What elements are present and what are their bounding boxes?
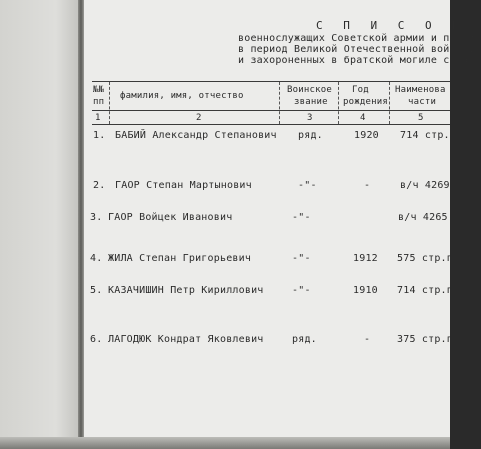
column-divider [338,82,339,124]
column-number: 2 [196,113,202,123]
header-num-line-1: №№ [93,85,105,95]
row-year: 1910 [353,285,378,296]
document-title: С П И С О К [316,19,466,32]
row-number: 1. [93,130,106,141]
subtitle-line-2: в период Великой Отечественной войны 19 [238,44,481,55]
column-number: 5 [418,113,424,123]
column-divider [109,82,110,124]
left-page-edge [0,0,80,449]
row-rank: ряд. [292,334,317,345]
row-number: 6. [90,334,103,345]
header-year-line-1: Год [352,85,369,95]
column-number-rule [92,124,450,125]
row-unit: в/ч 4265 [398,212,448,223]
row-rank: ряд. [298,130,323,141]
table-top-rule [92,81,450,82]
header-num-line-2: пп [93,97,105,107]
row-rank: -"- [292,285,311,296]
row-year: 1912 [353,253,378,264]
row-number: 4. [90,253,103,264]
row-rank: -"- [298,180,317,191]
row-year: 1920 [354,130,379,141]
header-name: фамилия, имя, отчество [120,91,244,101]
header-bottom-rule [92,110,450,111]
row-number: 2. [93,180,106,191]
row-name: ЖИЛА Степан Григорьевич [108,253,252,264]
row-rank: -"- [292,212,311,223]
header-unit-line-2: части [408,97,437,107]
page-bottom-edge [0,437,450,449]
row-unit: 375 стр.п [397,334,453,345]
row-name: КАЗАЧИШИН Петр Кириллович [108,285,264,296]
row-year: - [364,180,371,191]
column-number: 3 [307,113,313,123]
row-unit: в/ч 4269 [400,180,450,191]
row-year: - [364,334,371,345]
row-name: БАБИЙ Александр Степанович [115,130,277,141]
header-year-line-2: рождения [343,97,388,107]
row-name: ГАОР Степан Мартынович [115,180,252,191]
subtitle-line-3: и захороненных в братской могиле села [238,55,469,66]
row-unit: 714 стр.п [400,130,456,141]
column-number: 1 [95,113,101,123]
header-rank-line-1: Воинское [287,85,332,95]
column-divider [389,82,390,124]
header-rank-line-2: звание [294,97,328,107]
row-name: ГАОР Войцек Иванович [108,212,233,223]
row-name: ЛАГОДЮК Кондрат Яковлевич [108,334,264,345]
column-divider [279,82,280,124]
row-unit: 575 стр.п [397,253,453,264]
document-page [84,0,481,449]
header-unit-line-1: Наименова [395,85,446,95]
row-number: 3. [90,212,103,223]
subtitle-line-1: военнослужащих Советской армии и партиз [238,33,481,44]
row-rank: -"- [292,253,311,264]
row-unit: 714 стр.п [397,285,453,296]
row-number: 5. [90,285,103,296]
column-number: 4 [360,113,366,123]
